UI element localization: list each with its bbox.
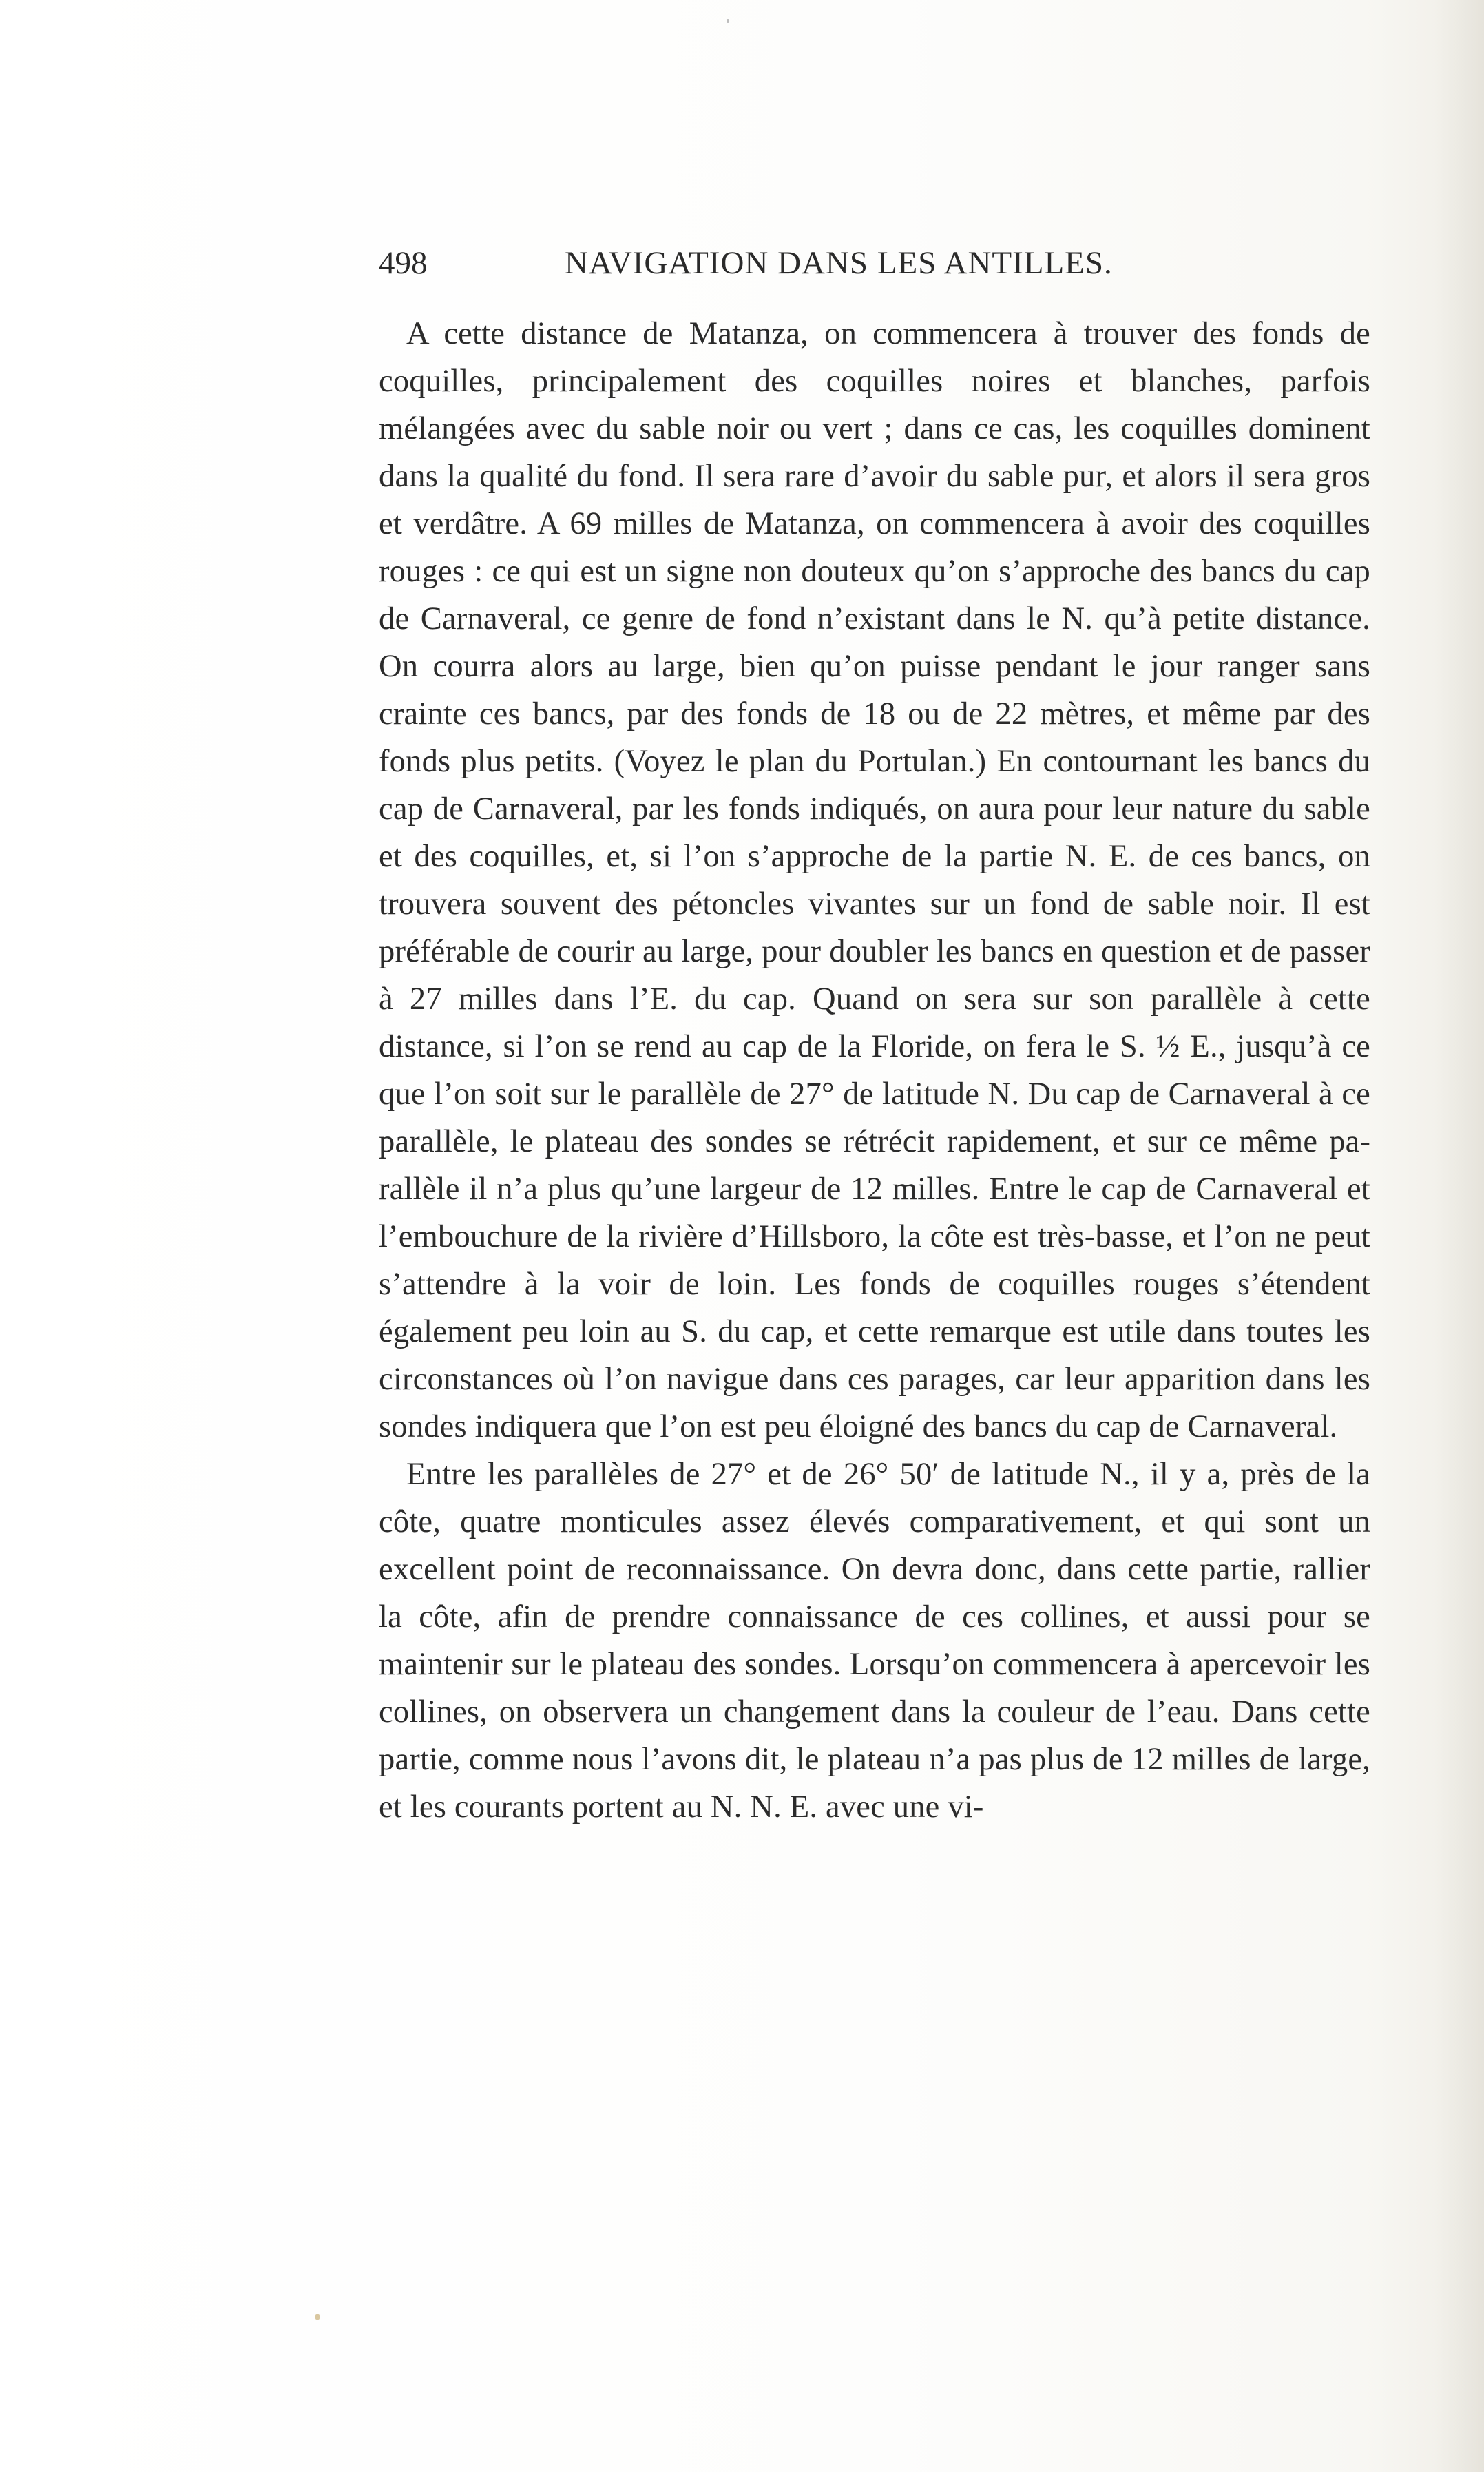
paragraph: A cette distance de Matanza, on commencera à trouver des fonds de coquilles, principalement des coquilles noires et blanches, parfois mélangées avec du sable noir ou vert ; dans ce cas, les coquilles dominent dans la qualité du fond. Il sera rare d’avoir du sable pur, et alors il sera gros et verdâtre. A 69 milles de Matanza, on commencera à avoir des coquilles rouges : ce qui est un signe non douteux qu’on s’approche des bancs du cap de Carnaveral, ce genre de fond n’existant dans le N. qu’à petite distance. On courra alors au large, bien qu’on puisse pendant le jour ranger sans crainte ces bancs, par des fonds de 18 ou de 22 mètres, et même par des fonds plus petits. (Voyez le plan du Portulan.) En contournant les bancs du cap de Carnaveral, par les fonds indiqués, on aura pour leur nature du sable et des coquilles, et, si l’on s’approche de la partie N. E. de ces bancs, on trouvera souvent des pétoncles vivantes sur un fond de sable noir. Il est préférable de courir au large, pour doubler les bancs en question et de passer à 27 milles dans l’E. du cap. Quand on sera sur son parallèle à cette distance, si l’on se rend au cap de la Floride, on fera le S. ½ E., jusqu’à ce que l’on soit sur le parallèle de 27° de latitude N. Du cap de Carnaveral à ce parallèle, le plateau des sondes se rétrécit rapidement, et sur ce même parallèle il n’a plus qu’une largeur de 12 milles. Entre le cap de Carnaveral et l’embouchure de la rivière d’Hillsboro, la côte est très-basse, et l’on ne peut s’attendre à la voir de loin. Les fonds de coquilles rouges s’étendent également peu loin au S. du cap, et cette remarque est utile dans toutes les circonstances où l’on navigue dans ces parages, car leur apparition dans les sondes indiquera que l’on est peu éloigné des bancs du cap de Carnaveral. xyxy=(379,316,1370,1444)
page-number: 498 xyxy=(379,245,428,281)
page-edge-shadow xyxy=(1436,0,1484,2472)
running-header xyxy=(379,245,1370,293)
paragraph: Entre les parallèles de 27° et de 26° 50′ de latitude N., il y a, près de la côte, quatre monticules assez élevés comparativement, et qui sont un excellent point de reconnaissance. On devra donc, dans cette partie, rallier la côte, afin de prendre connaissance de ces collines, et aussi pour se maintenir sur le plateau des sondes. Lorsqu’on commencera à apercevoir les collines, on observera un changement dans la couleur de l’eau. Dans cette partie, comme nous l’avons dit, le plateau n’a pas plus de 12 milles de large, et les courants portent au N. N. E. avec une vi- xyxy=(379,1457,1370,1825)
running-title: NAVIGATION DANS LES ANTILLES. xyxy=(565,245,1113,281)
paper-speck xyxy=(315,2314,320,2320)
body-text xyxy=(379,310,1370,1831)
paper-speck xyxy=(727,19,729,23)
